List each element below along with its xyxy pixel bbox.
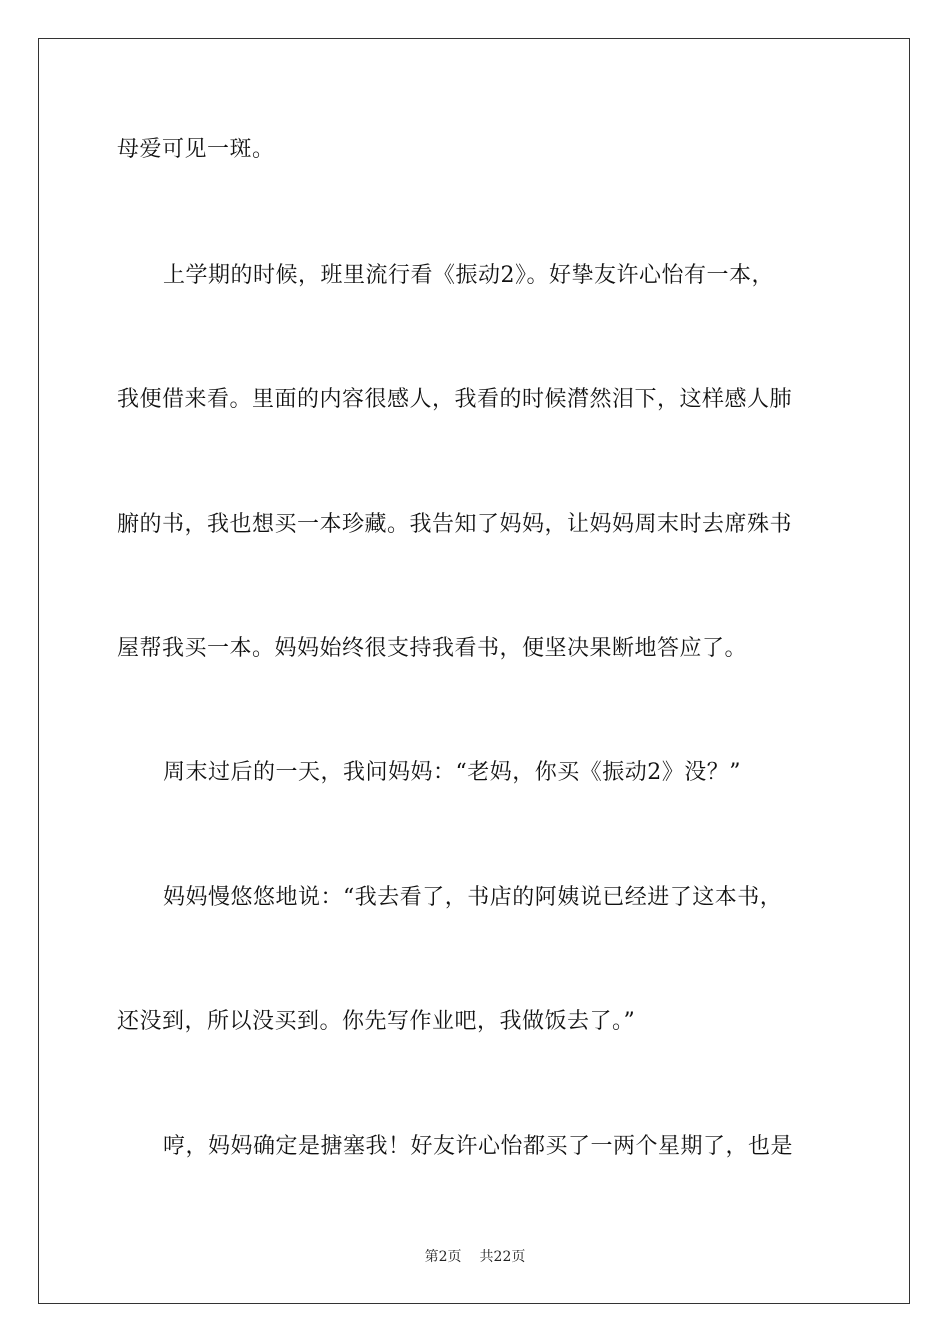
text-line-3: 我便借来看。里面的内容很感人，我看的时候潸然泪下，这样感人肺 <box>117 387 793 412</box>
text-line-1: 母爱可见一斑。 <box>117 137 275 162</box>
text-line-7: 妈妈慢悠悠地说：“我去看了，书店的阿姨说已经进了这本书， <box>163 885 783 910</box>
page-border <box>38 38 910 1304</box>
page-number: 第2页 <box>424 1249 462 1265</box>
text-line-8: 还没到，所以没买到。你先写作业吧，我做饭去了。” <box>117 1009 636 1034</box>
text-line-9: 哼，妈妈确定是搪塞我！好友许心怡都买了一两个星期了，也是 <box>163 1134 794 1159</box>
page-footer <box>0 1246 950 1266</box>
text-line-5: 屋帮我买一本。妈妈始终很支持我看书，便坚决果断地答应了。 <box>117 636 748 661</box>
page-total: 共22页 <box>479 1249 526 1265</box>
text-line-6: 周末过后的一天，我问妈妈：“老妈，你买《振动2》没？” <box>163 760 741 785</box>
text-line-2: 上学期的时候，班里流行看《振动2》。好挚友许心怡有一本， <box>163 263 774 288</box>
text-line-4: 腑的书，我也想买一本珍藏。我告知了妈妈，让妈妈周末时去席殊书 <box>117 512 793 537</box>
